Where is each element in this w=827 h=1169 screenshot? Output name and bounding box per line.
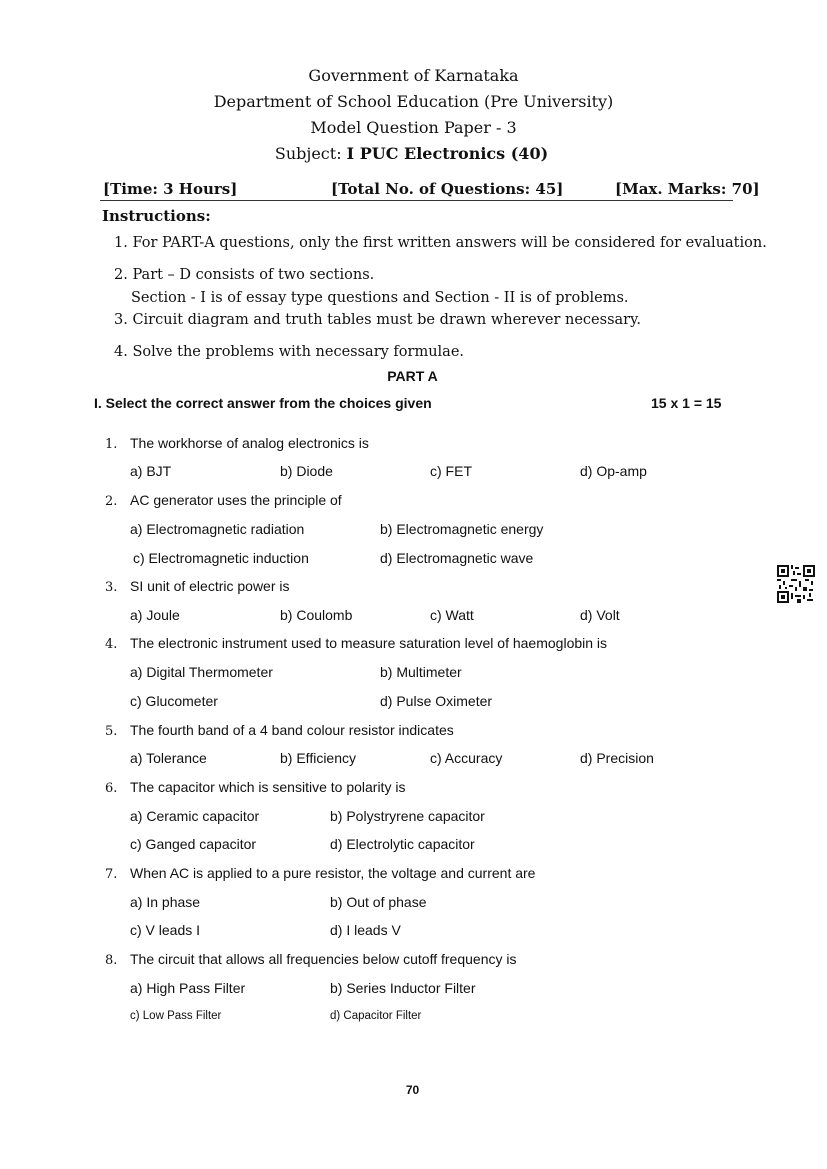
option-c: c) V leads I [130, 922, 201, 938]
time-info: [Time: 3 Hours] [103, 180, 238, 198]
option-b: b) Efficiency [280, 750, 356, 766]
question-number: 4. [105, 637, 118, 652]
question-text: The capacitor which is sensitive to polarity is [130, 779, 406, 795]
option-b: b) Polystryrene capacitor [330, 808, 485, 824]
option-d: d) Electrolytic capacitor [330, 836, 475, 852]
question-text: The electronic instrument used to measure saturation level of haemoglobin is [130, 635, 608, 651]
option-c: c) Electromagnetic induction [133, 550, 309, 566]
question-text: The circuit that allows all frequencies below cutoff frequency is [130, 951, 517, 967]
total-questions-info: [Total No. of Questions: 45] [331, 180, 564, 198]
subject-label: Subject: [274, 144, 347, 163]
question-text: The workhorse of analog electronics is [130, 435, 369, 451]
part-a-title: PART A [387, 368, 438, 384]
section-instruction: I. Select the correct answer from the choices given [94, 395, 432, 411]
question-text: The fourth band of a 4 band colour resistor indicates [130, 722, 454, 738]
page-number: 70 [405, 1083, 420, 1097]
option-a: a) Electromagnetic radiation [130, 521, 305, 537]
option-a: a) Digital Thermometer [130, 664, 273, 680]
instruction-item: Section - I is of essay type questions and Section - II is of problems. [131, 290, 629, 306]
option-d: d) Precision [580, 750, 654, 766]
option-b: b) Diode [280, 463, 333, 479]
option-c: c) Ganged capacitor [130, 836, 257, 852]
option-b: b) Electromagnetic energy [380, 521, 544, 537]
question-number: 3. [105, 580, 118, 595]
question-number: 5. [105, 724, 118, 739]
header-divider [100, 200, 733, 201]
option-d: d) Capacitor Filter [330, 1010, 422, 1022]
option-c: c) Glucometer [130, 693, 218, 709]
option-a: a) Tolerance [130, 750, 207, 766]
option-d: d) I leads V [330, 922, 401, 938]
question-text: SI unit of electric power is [130, 578, 290, 594]
question-number: 6. [105, 781, 118, 796]
option-a: a) Ceramic capacitor [130, 808, 260, 824]
question-text: When AC is applied to a pure resistor, the voltage and current are [130, 865, 536, 881]
option-a: a) Joule [130, 607, 180, 623]
option-b: b) Coulomb [280, 607, 353, 623]
option-c: c) Low Pass Filter [130, 1010, 222, 1022]
header-subject [0, 144, 825, 163]
option-a: a) BJT [130, 463, 172, 479]
max-marks-info: [Max. Marks: 70] [615, 180, 760, 198]
option-d: d) Pulse Oximeter [380, 693, 493, 709]
option-c: c) Accuracy [430, 750, 503, 766]
question-number: 8. [105, 953, 118, 968]
option-c: c) Watt [430, 607, 474, 623]
question-number: 2. [105, 494, 118, 509]
option-b: b) Out of phase [330, 894, 427, 910]
subject-value: I PUC Electronics (40) [346, 144, 549, 163]
option-b: b) Multimeter [380, 664, 462, 680]
option-a: a) High Pass Filter [130, 980, 246, 996]
option-b: b) Series Inductor Filter [330, 980, 476, 996]
qr-code-icon [777, 565, 815, 603]
question-text: AC generator uses the principle of [130, 492, 342, 508]
instruction-item: 1. For PART-A questions, only the first written answers will be considered for evaluation. [114, 235, 767, 251]
instruction-item: 4. Solve the problems with necessary formulae. [114, 344, 465, 360]
header-government: Government of Karnataka [308, 66, 519, 85]
instruction-item: 3. Circuit diagram and truth tables must be drawn wherever necessary. [114, 312, 641, 328]
question-number: 7. [105, 867, 118, 882]
question-number: 1. [105, 437, 118, 452]
option-d: d) Volt [580, 607, 620, 623]
instruction-item: 2. Part – D consists of two sections. [114, 267, 375, 283]
header-department: Department of School Education (Pre University) [213, 92, 614, 111]
header-paper-title: Model Question Paper - 3 [310, 118, 517, 137]
instructions-title: Instructions: [102, 207, 211, 225]
option-a: a) In phase [130, 894, 201, 910]
section-marks: 15 x 1 = 15 [651, 395, 722, 411]
option-d: d) Electromagnetic wave [380, 550, 534, 566]
option-d: d) Op-amp [580, 463, 647, 479]
option-c: c) FET [430, 463, 472, 479]
